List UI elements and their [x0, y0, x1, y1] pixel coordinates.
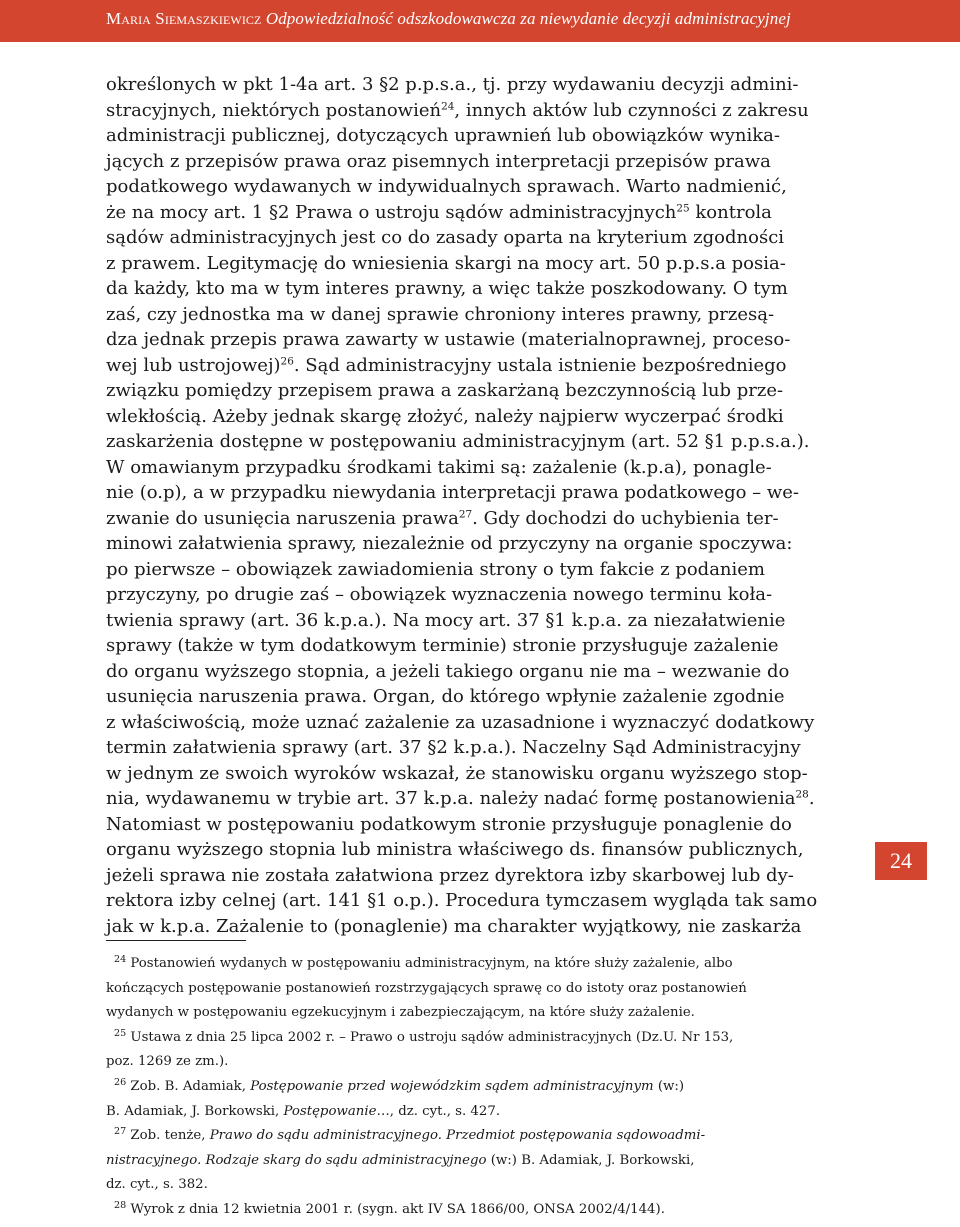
footnote-number: 27 — [114, 1126, 127, 1138]
body-line — [106, 98, 810, 124]
footnote-line — [106, 977, 816, 1002]
footnote-reference: 27 — [458, 508, 473, 521]
body-line — [106, 633, 810, 659]
footnote-line — [106, 1050, 816, 1075]
text-run: minowi załatwienia sprawy, niezależnie od przyczyny na organie spoczywa: — [106, 533, 793, 554]
footnote-reference: 25 — [676, 202, 690, 215]
footnote-line — [106, 1149, 816, 1174]
text-run: nia, wydawanemu w trybie art. 37 k.p.a. należy nadać formę postanowienia — [106, 788, 796, 809]
text-run: , innych aktów lub czynności z zakresu — [454, 99, 809, 121]
text-run: z prawem. Legitymację do wniesienia skargi na mocy art. 50 p.p.s.a posia- — [106, 252, 786, 274]
page-number: 24 — [875, 842, 927, 880]
header-author: Maria Siemaszkiewicz — [106, 9, 262, 28]
text-run: kończących postępowanie postanowień rozstrzygających sprawę co do istoty oraz postanowień — [106, 980, 747, 996]
body-line — [106, 786, 815, 812]
footnote-line — [106, 1198, 816, 1223]
italic-title: Prawo do sądu administracyjnego. Przedmiot postępowania sądowoadmi- — [209, 1128, 706, 1144]
body-line — [106, 225, 810, 251]
italic-title: Postępowanie przed wojewódzkim sądem administracyjnym — [250, 1078, 654, 1094]
text-run: poz. 1269 ze zm.). — [106, 1054, 229, 1070]
footnote-number: 26 — [114, 1077, 127, 1089]
footnote-line — [106, 1100, 816, 1125]
running-header — [0, 0, 960, 42]
running-header-text — [106, 9, 946, 29]
body-line — [106, 837, 810, 863]
body-line — [106, 455, 810, 481]
text-run: (w:) B. Adamiak, J. Borkowski, — [486, 1152, 695, 1168]
footnote-line — [106, 1173, 816, 1198]
text-run: stracyjnych, niektórych postanowień — [106, 99, 442, 121]
text-run: da każdy, kto ma w tym interes prawny, a więc także poszkodowany. O tym — [106, 278, 788, 299]
text-run: Postanowień wydanych w postępowaniu administracyjnym, na które służy zażalenie, albo — [126, 956, 733, 971]
text-run: sądów administracyjnych jest co do zasady oparta na kryterium zgodności — [106, 227, 785, 248]
text-run: wlekłością. Ażeby jednak skargę złożyć, należy najpierw wyczerpać środki — [106, 405, 784, 427]
body-line — [106, 200, 810, 226]
text-run: W omawianym przypadku środkami takimi są: zażalenie (k.p.a), ponagle- — [106, 456, 772, 478]
body-line — [106, 914, 810, 940]
text-run: zaskarżenia dostępne w postępowaniu administracyjnym (art. 52 §1 p.p.s.a.). — [106, 431, 810, 452]
text-run: do organu wyższego stopnia, a jeżeli takiego organu nie ma – wezwanie do — [106, 660, 790, 682]
footnote-number: 24 — [114, 954, 127, 966]
body-line — [106, 531, 810, 557]
footnote-reference: 26 — [280, 355, 294, 368]
footnote-number: 25 — [114, 1028, 127, 1039]
italic-title: nistracyjnego. Rodzaje skarg do sądu administracyjnego — [106, 1152, 487, 1168]
italic-title: Postępowanie… — [283, 1103, 390, 1119]
body-line — [106, 429, 810, 455]
text-run: . Gdy dochodzi do uchybienia ter- — [472, 507, 779, 529]
text-run: podatkowego wydawanych w indywidualnych sprawach. Warto nadmienić, — [106, 176, 787, 197]
text-run: Zob. tenże, — [126, 1128, 210, 1144]
text-run: dz. cyt., s. 382. — [106, 1177, 208, 1193]
footnote-reference: 24 — [441, 100, 455, 113]
footnote-line — [106, 1026, 816, 1051]
body-line — [106, 378, 810, 404]
body-line — [106, 735, 810, 761]
text-run: Zob. B. Adamiak, — [126, 1078, 251, 1094]
body-line — [106, 582, 810, 608]
text-run: organu wyższego stopnia lub ministra właściwego ds. finansów publicznych, — [106, 839, 804, 860]
footnote-line — [106, 1001, 816, 1026]
body-line — [106, 404, 810, 430]
text-run: dza jednak przepis prawa zawarty w ustawie (materialnoprawnej, proceso- — [106, 329, 791, 350]
text-run: termin załatwienia sprawy (art. 37 §2 k.p.a.). Naczelny Sąd Administracyjny — [106, 737, 801, 758]
body-line — [106, 480, 810, 506]
body-line — [106, 251, 810, 277]
body-line — [106, 761, 810, 787]
text-run: . — [808, 788, 815, 809]
body-line — [106, 557, 810, 583]
text-run: , dz. cyt., s. 427. — [389, 1103, 501, 1119]
footnote-line — [106, 1075, 816, 1100]
text-run: w jednym ze swoich wyroków wskazał, że stanowisku organu wyższego stop- — [106, 762, 808, 784]
body-line — [106, 302, 810, 328]
footnote-separator — [106, 940, 246, 941]
footnote-line — [106, 952, 816, 977]
body-line — [106, 174, 810, 200]
text-run: sprawy (także w tym dodatkowym terminie) stronie przysługuje zażalenie — [106, 635, 779, 656]
body-line — [106, 863, 810, 889]
footnote-number: 28 — [114, 1200, 127, 1212]
body-line — [106, 659, 810, 685]
text-run: Natomiast w postępowaniu podatkowym stronie przysługuje ponaglenie do — [106, 813, 792, 835]
text-run: jących z przepisów prawa oraz pisemnych interpretacji przepisów prawa — [106, 150, 771, 172]
text-run: zaś, czy jednostka ma w danej sprawie chroniony interes prawny, przesą- — [106, 303, 775, 325]
text-run: B. Adamiak, J. Borkowski, — [106, 1103, 284, 1119]
text-run: Wyrok z dnia 12 kwietnia 2001 r. (sygn. akt IV SA 1866/00, ONSA 2002/4/144). — [126, 1201, 665, 1217]
body-line — [106, 353, 810, 379]
footnotes — [106, 952, 816, 1223]
text-run: . Sąd administracyjny ustala istnienie bezpośredniego — [293, 354, 787, 376]
footnote-reference: 28 — [795, 788, 809, 801]
body-text — [106, 72, 818, 939]
body-line — [106, 812, 810, 838]
text-run: wydanych w postępowaniu egzekucyjnym i zabezpieczającym, na które służy zażalenie. — [106, 1005, 695, 1021]
text-run: rektora izby celnej (art. 141 §1 o.p.). Procedura tymczasem wygląda tak samo — [106, 890, 818, 911]
text-run: jeżeli sprawa nie została załatwiona przez dyrektora izby skarbowej lub dy- — [106, 864, 794, 886]
text-run: że na mocy art. 1 §2 Prawa o ustroju sądów administracyjnych — [106, 201, 677, 223]
text-run: kontrola — [689, 201, 772, 223]
text-run: Ustawa z dnia 25 lipca 2002 r. – Prawo o ustroju sądów administracyjnych (Dz.U. Nr 153, — [126, 1029, 734, 1045]
text-run: z właściwością, może uznać zażalenie za uzasadnione i wyznaczyć dodatkowy — [106, 711, 815, 733]
footnote-line — [106, 1124, 816, 1149]
text-run: po pierwsze – obowiązek zawiadomienia strony o tym fakcie z podaniem — [106, 558, 765, 580]
text-run: zwanie do usunięcia naruszenia prawa — [106, 507, 459, 529]
text-run: (w:) — [653, 1078, 685, 1094]
text-run: określonych w pkt 1-4a art. 3 §2 p.p.s.a., tj. przy wydawaniu decyzji admini- — [106, 74, 799, 95]
body-line — [106, 276, 810, 302]
body-line — [106, 506, 810, 532]
body-line — [106, 72, 810, 98]
text-run: nie (o.p), a w przypadku niewydania interpretacji prawa podatkowego – we- — [106, 482, 800, 503]
body-line — [106, 149, 810, 175]
text-run: usunięcia naruszenia prawa. Organ, do którego wpłynie zażalenie zgodnie — [106, 686, 785, 707]
text-run: jak w k.p.a. Zażalenie to (ponaglenie) ma charakter wyjątkowy, nie zaskarża — [106, 915, 802, 937]
body-line — [106, 327, 810, 353]
body-line — [106, 710, 815, 736]
body-line — [106, 123, 810, 149]
body-line — [106, 888, 818, 914]
text-run: twienia sprawy (art. 36 k.p.a.). Na mocy art. 37 §1 k.p.a. za niezałatwienie — [106, 609, 786, 631]
text-run: administracji publicznej, dotyczących uprawnień lub obowiązków wynika- — [106, 125, 780, 146]
body-line — [106, 684, 810, 710]
text-run: związku pomiędzy przepisem prawa a zaskarżaną bezczynnością lub prze- — [106, 380, 784, 401]
text-run: wej lub ustrojowej) — [106, 354, 281, 376]
text-run: przyczyny, po drugie zaś – obowiązek wyznaczenia nowego terminu koła- — [106, 584, 773, 605]
body-line — [106, 608, 810, 634]
header-title: Odpowiedzialność odszkodowawcza za niewydanie decyzji administracyjnej — [265, 9, 791, 28]
